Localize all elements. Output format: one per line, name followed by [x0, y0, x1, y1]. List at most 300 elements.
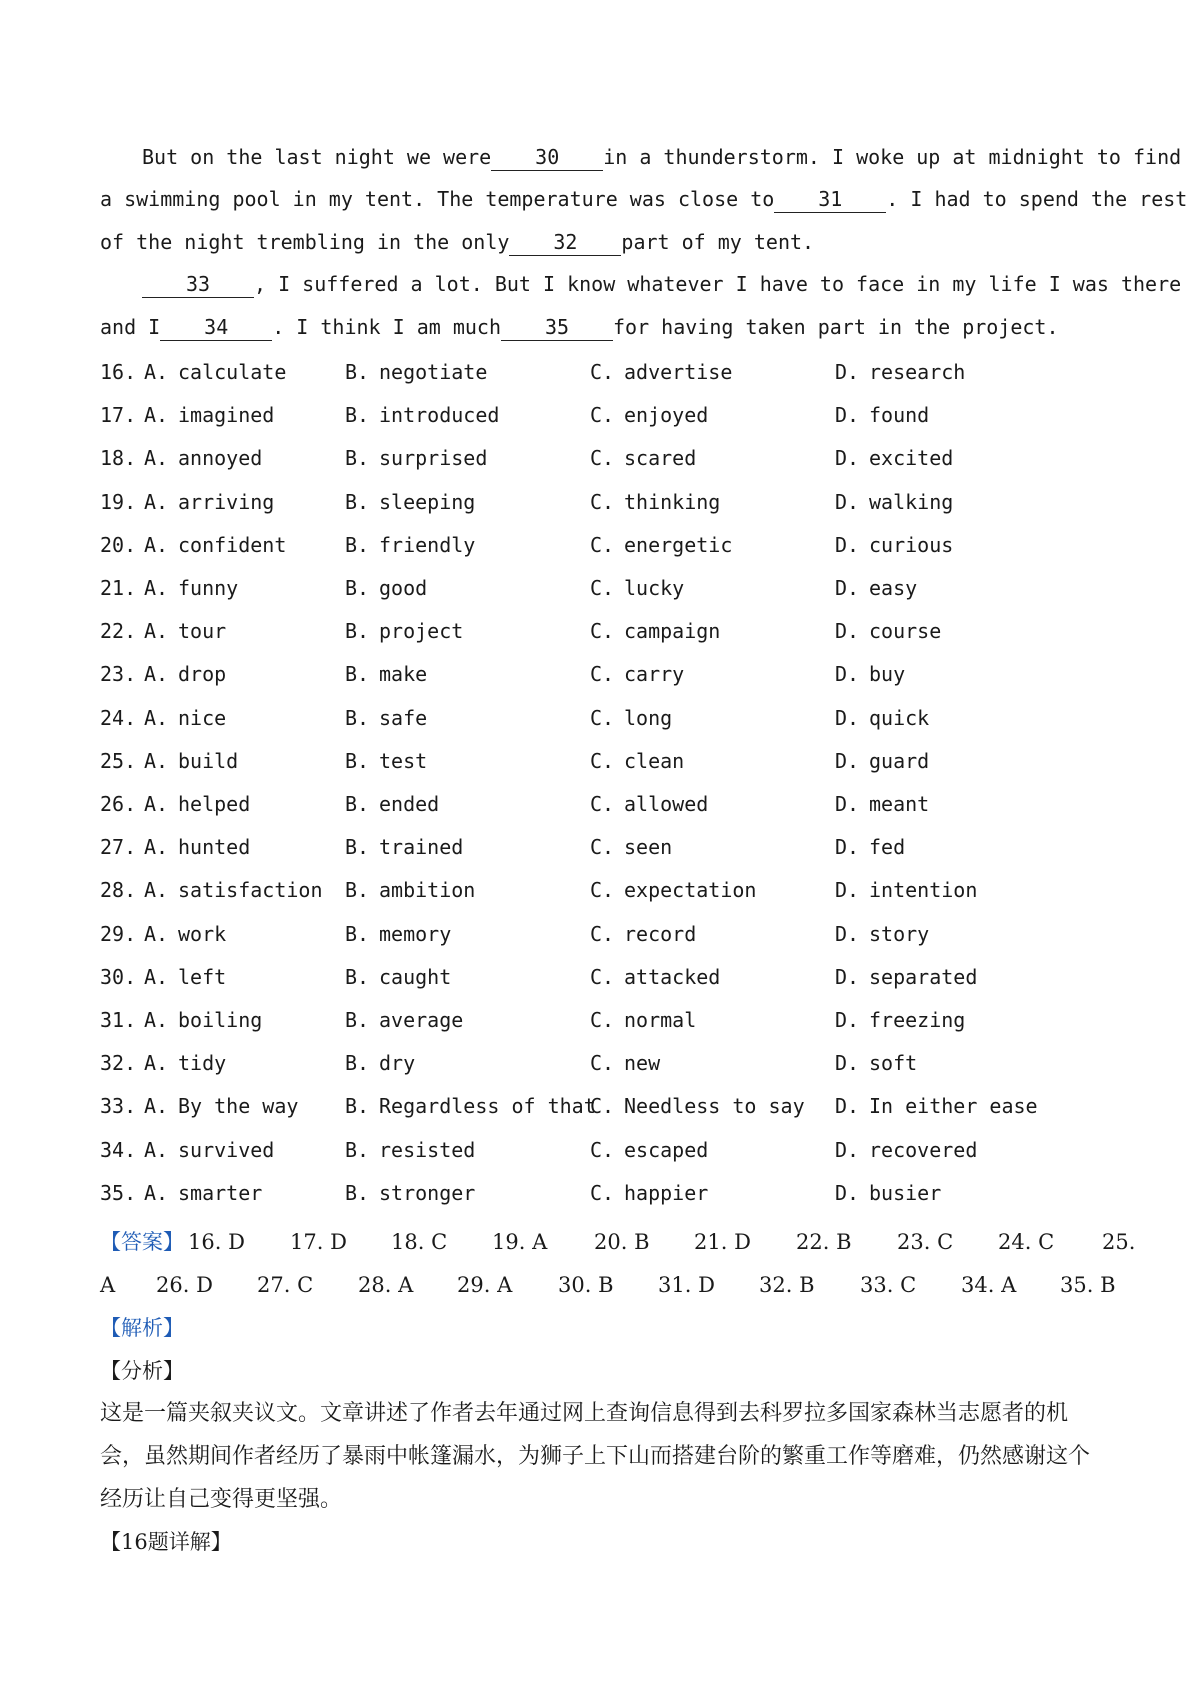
option-letter: D.: [835, 748, 860, 773]
option-d: [835, 703, 929, 733]
option-text: tour: [178, 619, 227, 644]
option-letter: D.: [835, 403, 860, 428]
question-number: 35.: [100, 1180, 137, 1205]
option-letter: C.: [590, 1137, 615, 1162]
option-d: [835, 919, 929, 949]
option-a: [144, 659, 226, 689]
option-text: helped: [178, 792, 251, 816]
option-text: normal: [624, 1008, 697, 1032]
option-text: record: [624, 921, 697, 946]
option-letter: B.: [345, 964, 370, 989]
option-letter: B.: [345, 1180, 370, 1205]
option-text: smarter: [178, 1180, 263, 1205]
option-b: [345, 443, 487, 473]
option-letter: C.: [590, 576, 615, 600]
passage-line: [142, 142, 1181, 172]
option-text: soft: [869, 1051, 918, 1076]
option-letter: B.: [345, 1051, 370, 1076]
answer-item: 34. A: [961, 1273, 1017, 1297]
answer-item: 35. B: [1060, 1273, 1116, 1297]
option-letter: B.: [345, 921, 370, 946]
option-c: [590, 573, 684, 603]
answer-item: 31. D: [658, 1273, 715, 1297]
option-text: scared: [624, 446, 697, 471]
question-number: 33.: [100, 1094, 137, 1119]
option-letter: D.: [835, 1094, 860, 1119]
summary-line: 这是一篇夹叙夹议文。文章讲述了作者去年通过网上查询信息得到去科罗拉多国家森林当志愿者的机: [100, 1401, 1069, 1426]
option-d: [835, 400, 929, 430]
option-text: nice: [178, 705, 227, 730]
option-text: imagined: [178, 403, 275, 428]
option-text: happier: [624, 1180, 709, 1205]
option-letter: D.: [835, 360, 860, 384]
option-b: [345, 1091, 596, 1121]
option-b: [345, 1005, 463, 1035]
fenxi-label: 【分析】: [100, 1359, 184, 1383]
option-letter: A.: [144, 964, 169, 989]
option-b: [345, 659, 427, 689]
option-letter: A.: [144, 1094, 169, 1119]
option-text: freezing: [869, 1008, 966, 1032]
option-letter: A.: [144, 705, 169, 730]
option-text: resisted: [379, 1137, 476, 1162]
answer-label: 【答案】: [100, 1230, 184, 1254]
option-letter: A.: [144, 446, 169, 471]
option-letter: B.: [345, 532, 370, 557]
option-letter: C.: [590, 446, 615, 471]
option-a: [144, 443, 262, 473]
option-text: long: [624, 705, 673, 730]
option-b: [345, 875, 475, 905]
option-text: fed: [869, 835, 906, 860]
option-letter: D.: [835, 921, 860, 946]
option-c: [590, 789, 708, 819]
option-a: [144, 1005, 262, 1035]
option-c: [590, 400, 708, 430]
option-d: [835, 1005, 965, 1035]
answer-item: 19. A: [492, 1230, 548, 1254]
option-d: [835, 1135, 977, 1165]
option-a: [144, 962, 226, 992]
option-text: In either ease: [869, 1094, 1038, 1119]
option-letter: B.: [345, 403, 370, 428]
question-number: 23.: [100, 662, 137, 687]
option-text: boiling: [178, 1008, 263, 1032]
option-d: [835, 530, 953, 560]
question-number: 31.: [100, 1008, 137, 1032]
question-number: 25.: [100, 748, 137, 773]
option-letter: C.: [590, 403, 615, 428]
option-letter: D.: [835, 1180, 860, 1205]
option-text: test: [379, 748, 428, 773]
question-number: 18.: [100, 446, 137, 471]
answer-item: 28. A: [358, 1273, 414, 1297]
option-d: [835, 357, 965, 387]
option-letter: D.: [835, 662, 860, 687]
option-letter: D.: [835, 532, 860, 557]
option-text: guard: [869, 748, 930, 773]
option-letter: A.: [144, 532, 169, 557]
option-c: [590, 1135, 708, 1165]
option-letter: A.: [144, 662, 169, 687]
option-text: work: [178, 921, 227, 946]
option-text: Needless to say: [624, 1094, 805, 1119]
option-text: advertise: [624, 360, 733, 384]
option-letter: B.: [345, 446, 370, 471]
option-letter: A.: [144, 878, 169, 903]
passage-line: [100, 184, 1187, 214]
option-a: [144, 746, 238, 776]
option-c: [590, 443, 696, 473]
option-c: [590, 875, 756, 905]
question-number: 21.: [100, 576, 137, 600]
option-letter: C.: [590, 532, 615, 557]
option-text: stronger: [379, 1180, 476, 1205]
option-text: trained: [379, 835, 464, 860]
option-d: [835, 659, 905, 689]
answer-item: 29. A: [457, 1273, 513, 1297]
question-number: 19.: [100, 489, 137, 514]
passage-text: of the night trembling in the only: [100, 230, 510, 254]
question-number: 16.: [100, 360, 137, 384]
option-letter: B.: [345, 1094, 370, 1119]
option-text: survived: [178, 1137, 275, 1162]
option-letter: B.: [345, 1008, 370, 1032]
option-text: research: [869, 360, 966, 384]
option-c: [590, 1178, 708, 1208]
option-text: enjoyed: [624, 403, 709, 428]
option-letter: B.: [345, 662, 370, 687]
option-text: memory: [379, 921, 452, 946]
option-text: project: [379, 619, 464, 644]
option-text: thinking: [624, 489, 721, 514]
option-b: [345, 530, 475, 560]
blank-31: 31: [774, 186, 886, 213]
option-letter: D.: [835, 619, 860, 644]
option-b: [345, 573, 427, 603]
option-letter: C.: [590, 489, 615, 514]
option-text: make: [379, 662, 428, 687]
answer-item: 27. C: [257, 1273, 314, 1297]
option-text: attacked: [624, 964, 721, 989]
option-b: [345, 746, 427, 776]
option-letter: B.: [345, 835, 370, 860]
option-letter: C.: [590, 748, 615, 773]
option-letter: B.: [345, 748, 370, 773]
summary-line: 会，虽然期间作者经历了暴雨中帐篷漏水，为狮子上下山而搭建台阶的繁重工作等磨难，仍然感谢这个: [100, 1444, 1091, 1469]
option-letter: C.: [590, 662, 615, 687]
option-text: intention: [869, 878, 978, 903]
option-text: course: [869, 619, 942, 644]
option-text: escaped: [624, 1137, 709, 1162]
option-text: clean: [624, 748, 685, 773]
option-d: [835, 746, 929, 776]
option-letter: B.: [345, 792, 370, 816]
option-a: [144, 789, 250, 819]
option-letter: D.: [835, 489, 860, 514]
option-letter: C.: [590, 878, 615, 903]
blank-33: 33: [142, 271, 254, 298]
option-letter: A.: [144, 1180, 169, 1205]
answer-item: 26. D: [156, 1273, 213, 1297]
option-b: [345, 832, 463, 862]
question-number: 24.: [100, 705, 137, 730]
option-a: [144, 875, 323, 905]
option-letter: B.: [345, 705, 370, 730]
answer-item: 25.: [1102, 1230, 1136, 1254]
passage-text: But on the last night we were: [142, 145, 492, 169]
question-number: 29.: [100, 921, 137, 946]
option-b: [345, 400, 499, 430]
option-text: excited: [869, 446, 954, 471]
option-text: curious: [869, 532, 954, 557]
option-c: [590, 357, 732, 387]
option-text: caught: [379, 964, 452, 989]
option-text: negotiate: [379, 360, 488, 384]
option-d: [835, 1091, 1038, 1121]
option-letter: D.: [835, 792, 860, 816]
option-text: walking: [869, 489, 954, 514]
option-text: quick: [869, 705, 930, 730]
answer-item: A: [100, 1273, 116, 1297]
option-letter: B.: [345, 360, 370, 384]
option-c: [590, 487, 720, 517]
option-letter: A.: [144, 360, 169, 384]
blank-35: 35: [501, 314, 613, 341]
option-c: [590, 1091, 805, 1121]
option-text: busier: [869, 1180, 942, 1205]
option-letter: A.: [144, 619, 169, 644]
option-text: lucky: [624, 576, 685, 600]
option-c: [590, 659, 684, 689]
answer-item: 30. B: [558, 1273, 614, 1297]
analysis-label: 【解析】: [100, 1316, 184, 1340]
option-text: build: [178, 748, 239, 773]
option-d: [835, 962, 977, 992]
option-b: [345, 357, 487, 387]
answer-item: 20. B: [594, 1230, 650, 1254]
answer-item: 17. D: [290, 1230, 347, 1254]
option-a: [144, 357, 286, 387]
question-number: 26.: [100, 792, 137, 816]
passage-text: . I had to spend the rest: [886, 187, 1188, 211]
answer-item: 33. C: [860, 1273, 917, 1297]
question-number: 27.: [100, 835, 137, 860]
option-text: energetic: [624, 532, 733, 557]
option-text: expectation: [624, 878, 757, 903]
option-letter: A.: [144, 1008, 169, 1032]
blank-32: 32: [509, 229, 621, 256]
option-text: seen: [624, 835, 673, 860]
option-b: [345, 1048, 415, 1078]
option-letter: D.: [835, 705, 860, 730]
option-text: confident: [178, 532, 287, 557]
summary-line: 经历让自己变得更坚强。: [100, 1487, 343, 1512]
option-letter: C.: [590, 360, 615, 384]
question-16-detail-label: 【16题详解】: [100, 1530, 232, 1554]
passage-text: and I: [100, 315, 161, 339]
option-text: sleeping: [379, 489, 476, 514]
option-d: [835, 832, 905, 862]
passage-text: . I think I am much: [272, 315, 501, 339]
answer-item: 23. C: [897, 1230, 954, 1254]
option-text: arriving: [178, 489, 275, 514]
option-text: annoyed: [178, 446, 263, 471]
option-c: [590, 1005, 696, 1035]
option-letter: C.: [590, 1008, 615, 1032]
passage-line: [100, 312, 1059, 342]
option-letter: C.: [590, 1051, 615, 1076]
option-letter: B.: [345, 878, 370, 903]
blank-30: 30: [491, 144, 603, 171]
option-d: [835, 443, 953, 473]
option-text: new: [624, 1051, 661, 1076]
option-letter: A.: [144, 748, 169, 773]
option-text: ended: [379, 792, 440, 816]
option-text: separated: [869, 964, 978, 989]
answer-item: 22. B: [796, 1230, 852, 1254]
option-d: [835, 487, 953, 517]
option-d: [835, 875, 977, 905]
option-letter: A.: [144, 792, 169, 816]
option-letter: C.: [590, 921, 615, 946]
option-b: [345, 962, 451, 992]
option-text: allowed: [624, 792, 709, 816]
option-text: story: [869, 921, 930, 946]
option-a: [144, 616, 226, 646]
option-c: [590, 832, 672, 862]
option-letter: C.: [590, 705, 615, 730]
option-letter: B.: [345, 1137, 370, 1162]
option-a: [144, 1178, 262, 1208]
option-text: friendly: [379, 532, 476, 557]
option-letter: A.: [144, 489, 169, 514]
option-text: By the way: [178, 1094, 299, 1119]
option-letter: C.: [590, 835, 615, 860]
option-a: [144, 400, 274, 430]
option-text: buy: [869, 662, 906, 687]
question-number: 17.: [100, 403, 137, 428]
option-text: recovered: [869, 1137, 978, 1162]
passage-text: part of my tent.: [621, 230, 815, 254]
option-a: [144, 1135, 274, 1165]
option-text: average: [379, 1008, 464, 1032]
option-letter: D.: [835, 576, 860, 600]
option-text: good: [379, 576, 428, 600]
option-letter: C.: [590, 619, 615, 644]
answer-item: 18. C: [391, 1230, 448, 1254]
option-a: [144, 1048, 226, 1078]
option-b: [345, 919, 451, 949]
option-letter: C.: [590, 792, 615, 816]
option-letter: C.: [590, 964, 615, 989]
option-text: drop: [178, 662, 227, 687]
option-a: [144, 487, 274, 517]
option-c: [590, 616, 720, 646]
option-text: calculate: [178, 360, 287, 384]
answer-item: 16. D: [188, 1230, 245, 1254]
option-letter: A.: [144, 1051, 169, 1076]
option-text: tidy: [178, 1051, 227, 1076]
option-letter: A.: [144, 835, 169, 860]
option-letter: D.: [835, 1051, 860, 1076]
option-letter: A.: [144, 576, 169, 600]
option-a: [144, 573, 238, 603]
option-c: [590, 962, 720, 992]
question-number: 32.: [100, 1051, 137, 1076]
question-number: 20.: [100, 532, 137, 557]
option-a: [144, 832, 250, 862]
option-text: satisfaction: [178, 878, 323, 903]
option-text: carry: [624, 662, 685, 687]
option-c: [590, 703, 672, 733]
option-a: [144, 919, 226, 949]
option-b: [345, 616, 463, 646]
option-text: introduced: [379, 403, 500, 428]
option-b: [345, 789, 439, 819]
option-d: [835, 1048, 917, 1078]
option-d: [835, 1178, 941, 1208]
option-b: [345, 487, 475, 517]
option-letter: A.: [144, 1137, 169, 1162]
option-text: ambition: [379, 878, 476, 903]
option-letter: B.: [345, 576, 370, 600]
option-letter: D.: [835, 835, 860, 860]
question-number: 34.: [100, 1137, 137, 1162]
option-text: dry: [379, 1051, 416, 1076]
option-c: [590, 530, 732, 560]
option-letter: D.: [835, 1137, 860, 1162]
option-letter: D.: [835, 446, 860, 471]
option-c: [590, 746, 684, 776]
option-letter: C.: [590, 1180, 615, 1205]
option-d: [835, 789, 929, 819]
option-a: [144, 703, 226, 733]
option-b: [345, 1135, 475, 1165]
answer-item: 32. B: [759, 1273, 815, 1297]
option-c: [590, 1048, 660, 1078]
option-text: hunted: [178, 835, 251, 860]
option-letter: D.: [835, 964, 860, 989]
passage-text: , I suffered a lot. But I know whatever I have to face in my life I was there: [254, 272, 1182, 296]
passage-text: in a thunderstorm. I woke up at midnight to find: [603, 145, 1182, 169]
answer-item: 24. C: [998, 1230, 1055, 1254]
option-text: campaign: [624, 619, 721, 644]
option-b: [345, 1178, 475, 1208]
option-a: [144, 1091, 298, 1121]
option-c: [590, 919, 696, 949]
option-text: easy: [869, 576, 918, 600]
passage-line: [142, 269, 1181, 299]
option-text: safe: [379, 705, 428, 730]
option-text: surprised: [379, 446, 488, 471]
option-letter: D.: [835, 878, 860, 903]
passage-text: a swimming pool in my tent. The temperature was close to: [100, 187, 775, 211]
option-text: Regardless of that: [379, 1094, 596, 1119]
option-text: funny: [178, 576, 239, 600]
option-b: [345, 703, 427, 733]
question-number: 28.: [100, 878, 137, 903]
option-letter: B.: [345, 619, 370, 644]
option-letter: A.: [144, 921, 169, 946]
blank-34: 34: [160, 314, 272, 341]
option-letter: A.: [144, 403, 169, 428]
passage-line: [100, 227, 814, 257]
option-letter: C.: [590, 1094, 615, 1119]
question-number: 22.: [100, 619, 137, 644]
option-d: [835, 573, 917, 603]
option-a: [144, 530, 286, 560]
